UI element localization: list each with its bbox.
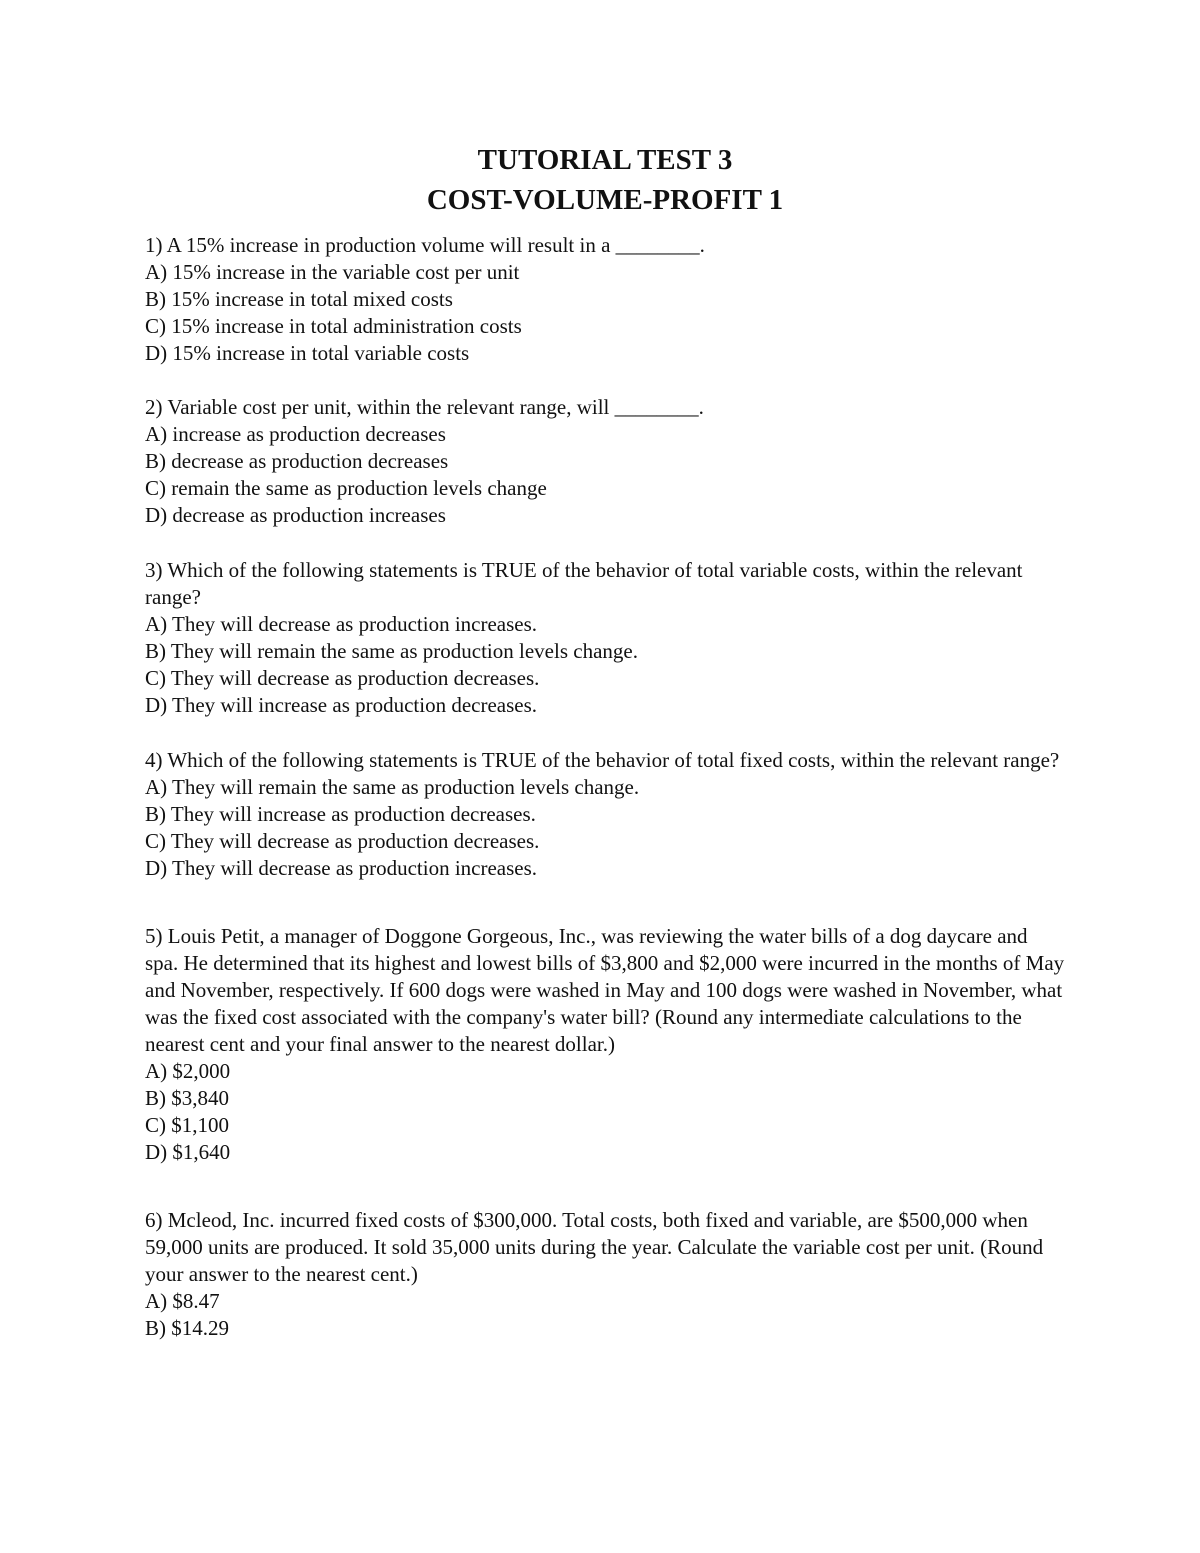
question-spacer [145, 529, 1065, 557]
answer-option-a: A) They will remain the same as production levels change. [145, 775, 640, 799]
question-spacer [145, 367, 1065, 394]
answer-option-a: A) $2,000 [145, 1059, 231, 1083]
answer-option-b: B) $14.29 [145, 1316, 229, 1340]
document-subtitle: COST-VOLUME-PROFIT 1 [426, 184, 784, 216]
question-1 [145, 232, 1065, 367]
question-5 [145, 923, 1065, 1166]
answer-options [145, 1058, 1065, 1166]
answer-option-d: D) They will increase as production decreases. [145, 693, 538, 717]
question-spacer [145, 882, 1065, 923]
question-stem: 3) Which of the following statements is TRUE of the behavior of total variable costs, within the relevant range? [145, 558, 1023, 609]
answer-option-b: B) They will remain the same as production levels change. [145, 639, 638, 663]
question-stem: 4) Which of the following statements is TRUE of the behavior of total fixed costs, within the relevant range? [145, 748, 1060, 772]
answer-options [145, 774, 1065, 882]
answer-option-d: D) 15% increase in total variable costs [145, 341, 470, 365]
answer-option-a: A) 15% increase in the variable cost per unit [145, 260, 520, 284]
answer-option-c: C) They will decrease as production decreases. [145, 666, 540, 690]
question-4 [145, 747, 1065, 882]
answer-option-a: A) $8.47 [145, 1289, 220, 1313]
question-6 [145, 1207, 1065, 1342]
answer-option-b: B) 15% increase in total mixed costs [145, 287, 453, 311]
answer-option-a: A) They will decrease as production increases. [145, 612, 538, 636]
answer-option-d: D) They will decrease as production increases. [145, 856, 538, 880]
answer-options [145, 259, 1065, 367]
answer-option-c: C) $1,100 [145, 1113, 229, 1137]
document-title: TUTORIAL TEST 3 [477, 144, 733, 176]
question-stem: 6) Mcleod, Inc. incurred fixed costs of $300,000. Total costs, both fixed and variable, are $500,000 when 59,000 units are produced. It sold 35,000 units during the year. Calculate the variable cost per unit. (Round your answer to the nearest cent.) [145, 1208, 1044, 1286]
answer-option-b: B) decrease as production decreases [145, 449, 449, 473]
answer-option-b: B) $3,840 [145, 1086, 229, 1110]
answer-option-d: D) $1,640 [145, 1140, 231, 1164]
answer-option-a: A) increase as production decreases [145, 422, 446, 446]
question-spacer [145, 1166, 1065, 1207]
question-stem: 2) Variable cost per unit, within the relevant range, will ________. [145, 395, 704, 419]
answer-options [145, 421, 1065, 529]
question-3 [145, 557, 1065, 719]
document-page [145, 140, 1065, 1342]
answer-option-d: D) decrease as production increases [145, 503, 446, 527]
title-block [145, 140, 1065, 220]
question-spacer [145, 719, 1065, 747]
answer-options [145, 611, 1065, 719]
answer-option-c: C) remain the same as production levels change [145, 476, 547, 500]
answer-options [145, 1288, 1065, 1342]
answer-option-c: C) They will decrease as production decreases. [145, 829, 540, 853]
answer-option-b: B) They will increase as production decreases. [145, 802, 536, 826]
question-stem: 5) Louis Petit, a manager of Doggone Gorgeous, Inc., was reviewing the water bills of a dog daycare and spa. He determined that its highest and lowest bills of $3,800 and $2,000 were incurred in the months of May and November, respectively. If 600 dogs were washed in May and 100 dogs were washed in November, what was the fixed cost associated with the company's water bill? (Round any intermediate calculations to the nearest cent and your final answer to the nearest dollar.) [145, 924, 1065, 1056]
question-2 [145, 394, 1065, 529]
answer-option-c: C) 15% increase in total administration costs [145, 314, 522, 338]
question-stem: 1) A 15% increase in production volume will result in a ________. [145, 233, 705, 257]
